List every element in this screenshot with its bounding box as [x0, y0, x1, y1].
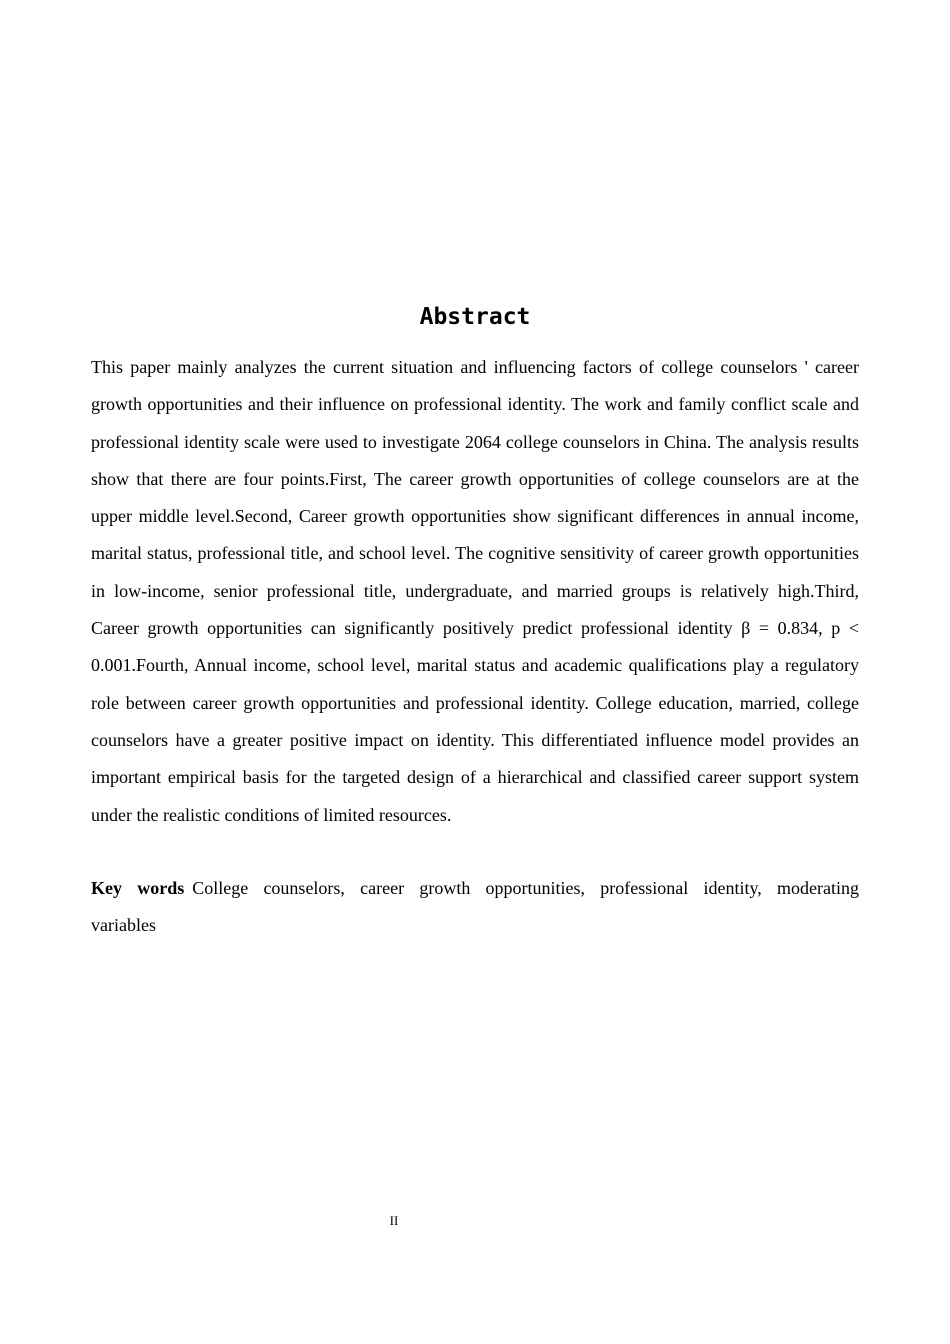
- keywords-paragraph: [91, 870, 859, 945]
- keywords-list: College counselors, career growth opportunities, professional identity, moderating variables: [91, 878, 859, 936]
- abstract-title: Abstract: [419, 304, 531, 330]
- keywords-label: Key words: [91, 878, 185, 898]
- abstract-body: This paper mainly analyzes the current situation and influencing factors of college counselors ' career growth opportunities and their influence on professional identity. The work and family conflict scale and professional identity scale were used to investigate 2064 college counselors in China. The analysis results show that there are four points.First, The career growth opportunities of college counselors are at the upper middle level.Second, Career growth opportunities show significant differences in annual income, marital status, professional title, and school level. The cognitive sensitivity of career growth opportunities in low-income, senior professional title, undergraduate, and married groups is relatively high.Third, Career growth opportunities can significantly positively predict professional identity β = 0.834, p < 0.001.Fourth, Annual income, school level, marital status and academic qualifications play a regulatory role between career growth opportunities and professional identity. College education, married, college counselors have a greater positive impact on identity. This differentiated influence model provides an important empirical basis for the targeted design of a hierarchical and classified career support system under the realistic conditions of limited resources.: [91, 357, 859, 825]
- page-number: II: [389, 1213, 399, 1228]
